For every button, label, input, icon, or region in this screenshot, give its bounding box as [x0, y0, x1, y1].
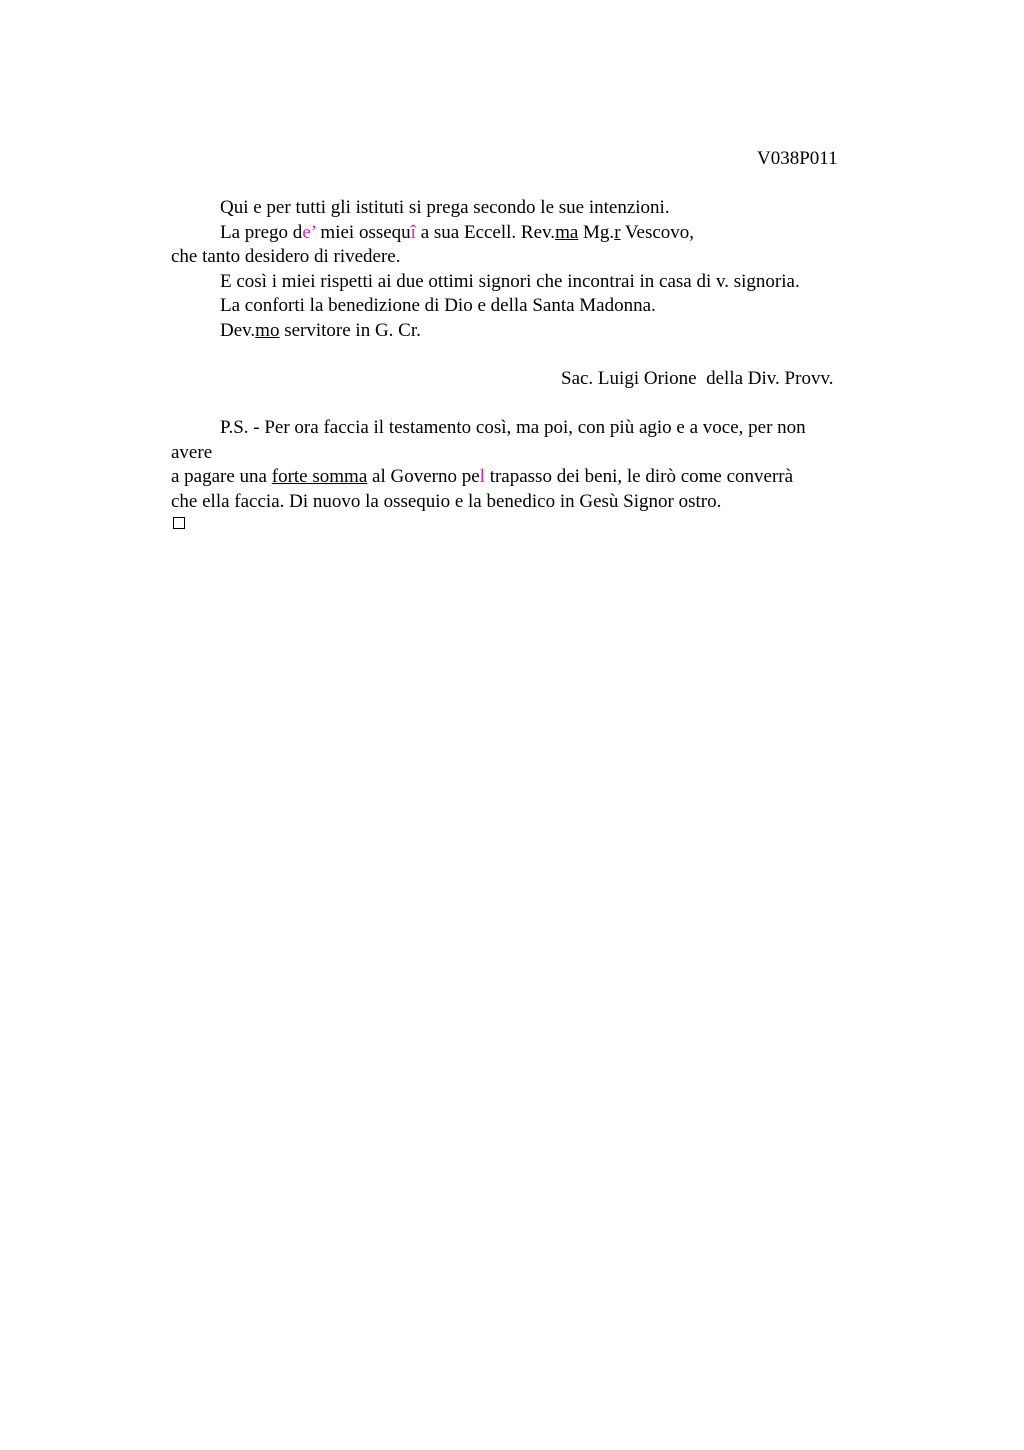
- letter-body: [171, 196, 871, 343]
- editorial-correction: e’: [302, 221, 316, 243]
- superscript-abbreviation: mo: [255, 319, 280, 341]
- text-segment: a sua Eccell. Rev.: [415, 221, 556, 243]
- text-segment: servitore in G. Cr.: [279, 319, 421, 341]
- postscript: [171, 416, 871, 514]
- postscript-line-3: [171, 465, 871, 490]
- document-id: V038P011: [757, 148, 838, 169]
- text-segment: La prego d: [220, 221, 303, 243]
- letter-line-2: [171, 221, 871, 246]
- text-segment: a pagare una: [171, 466, 272, 487]
- text-segment: trapasso dei beni, le dirò come converrà: [484, 466, 794, 487]
- text-segment: miei ossequ: [315, 221, 411, 243]
- underlined-phrase: forte somma: [271, 466, 368, 487]
- editorial-correction: î: [410, 221, 416, 243]
- postscript-line-4: che ella faccia. Di nuovo la ossequio e la benedico in Gesù Signor ostro.: [171, 490, 722, 512]
- letter-line-1: Qui e per tutti gli istituti si prega secondo le sue intenzioni.: [220, 197, 670, 218]
- postscript-line-1: P.S. - Per ora faccia il testamento così, ma poi, con più agio e a voce, per non: [220, 417, 806, 438]
- text-segment: Dev.: [220, 319, 256, 341]
- text-segment: al Governo pe: [367, 466, 480, 487]
- signature: Sac. Luigi Orione della Div. Provv.: [561, 368, 834, 389]
- superscript-abbreviation: ma: [555, 221, 579, 243]
- superscript-abbreviation: r: [614, 221, 621, 243]
- letter-line-4: E così i miei rispetti ai due ottimi signori che incontrai in casa di v. signoria.: [220, 270, 800, 292]
- text-segment: Mg.: [578, 221, 615, 243]
- text-segment: Vescovo,: [620, 221, 695, 243]
- postscript-line-2: avere: [171, 441, 213, 463]
- letter-line-5: La conforti la benedizione di Dio e della Santa Madonna.: [220, 295, 656, 316]
- letter-line-3: che tanto desidero di rivedere.: [171, 246, 401, 267]
- letter-line-6: [171, 319, 871, 344]
- empty-square-icon: [173, 517, 185, 529]
- editorial-correction: l: [479, 466, 485, 487]
